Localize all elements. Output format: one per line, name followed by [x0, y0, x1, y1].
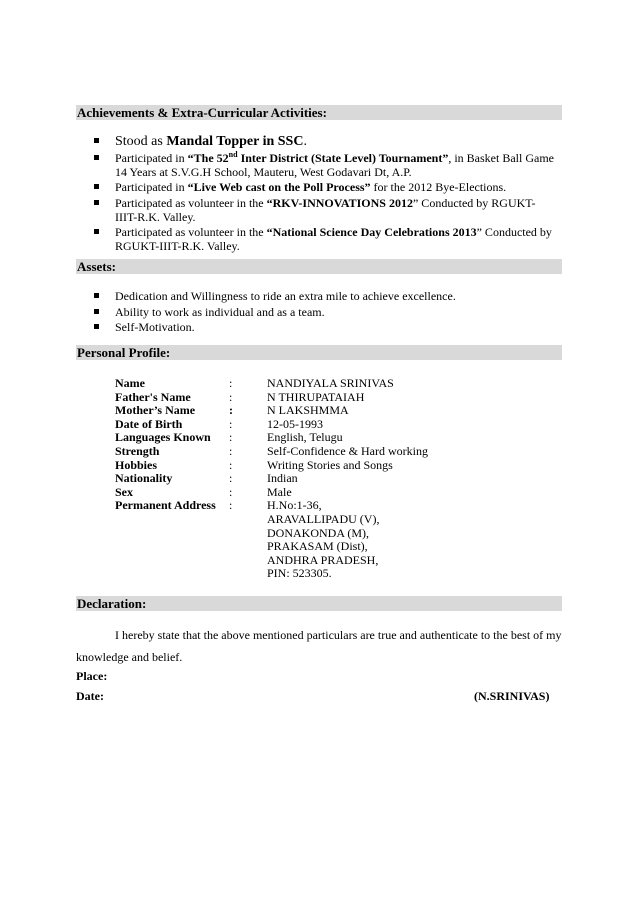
assets-header: Assets:: [76, 259, 562, 274]
table-row: Mother’s Name : N LAKSHMMA: [115, 403, 349, 418]
address-line: DONAKONDA (M),: [267, 525, 369, 540]
declaration-line-1: I hereby state that the above mentioned particulars are true and authenticate to the best of my: [115, 628, 562, 642]
square-bullet-icon: [94, 324, 99, 329]
table-row: [115, 527, 467, 541]
table-row: [115, 513, 467, 527]
declaration-line-2: knowledge and belief.: [76, 650, 183, 664]
declaration-header: Declaration:: [76, 596, 562, 611]
list-item: Participated in “Live Web cast on the Poll Process” for the 2012 Bye-Elections.: [94, 180, 554, 194]
profile-table: [115, 377, 467, 581]
achievements-list: [94, 134, 554, 255]
table-row: Nationality : Indian: [115, 471, 298, 486]
table-row: [115, 540, 467, 554]
address-line: ARAVALLIPADU (V),: [267, 511, 380, 526]
assets-list: [94, 289, 554, 336]
square-bullet-icon: [94, 229, 99, 234]
address-line: PIN: 523305.: [267, 566, 332, 581]
table-row: Sex : Male: [115, 484, 292, 499]
list-item: Dedication and Willingness to ride an extra mile to achieve excellence.: [94, 289, 554, 303]
profile-header: Personal Profile:: [76, 345, 562, 360]
date-label: Date:: [76, 689, 104, 703]
table-row: Strength : Self-Confidence & Hard working: [115, 443, 428, 458]
square-bullet-icon: [94, 155, 99, 160]
address-line: PRAKASAM (Dist),: [267, 539, 368, 554]
list-item: Ability to work as individual and as a team.: [94, 305, 554, 319]
signature-name: (N.SRINIVAS): [474, 689, 550, 703]
square-bullet-icon: [94, 309, 99, 314]
table-row: [115, 567, 467, 581]
achievements-header: Achievements & Extra-Curricular Activities:: [76, 105, 562, 120]
list-item: Participated as volunteer in the “National Science Day Celebrations 2013” Conducted by RGUKT-IIIT-R.K. Valley.: [94, 225, 554, 253]
list-item: Stood as Mandal Topper in SSC.: [94, 134, 554, 149]
table-row: [115, 554, 467, 568]
square-bullet-icon: [94, 200, 99, 205]
table-row: Hobbies : Writing Stories and Songs: [115, 457, 393, 472]
table-row: Permanent Address : H.No:1-36,: [115, 498, 322, 513]
address-line: ANDHRA PRADESH,: [267, 552, 379, 567]
list-item: Participated as volunteer in the “RKV-INNOVATIONS 2012” Conducted by RGUKT-IIIT-R.K. Valley.: [94, 196, 554, 224]
list-item: Self-Motivation.: [94, 320, 554, 334]
square-bullet-icon: [94, 138, 99, 143]
place-label: Place:: [76, 669, 108, 683]
table-row: Name : NANDIYALA SRINIVAS: [115, 376, 394, 390]
square-bullet-icon: [94, 184, 99, 189]
list-item: Participated in “The 52nd Inter District (State Level) Tournament”, in Basket Ball Game 14 Years at S.V.G.H School, Mauteru, West Godavari Dt, A.P.: [94, 151, 554, 179]
table-row: Father's Name : N THIRUPATAIAH: [115, 389, 365, 404]
table-row: Date of Birth : 12-05-1993: [115, 416, 323, 431]
table-row: Languages Known : English, Telugu: [115, 430, 343, 445]
profile-rows: [115, 377, 467, 581]
square-bullet-icon: [94, 293, 99, 298]
